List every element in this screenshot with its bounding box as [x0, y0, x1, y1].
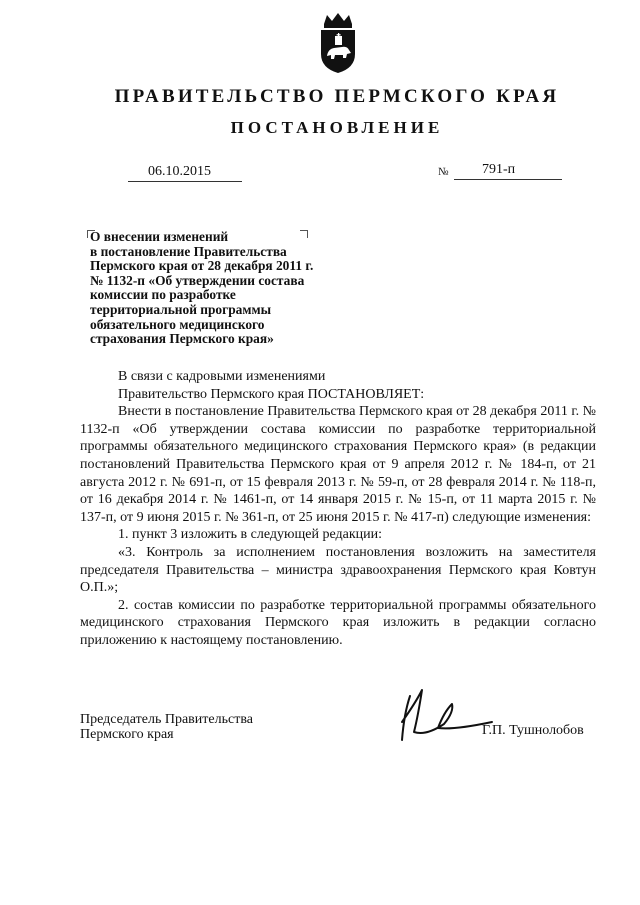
body-paragraph: «3. Контроль за исполнением постановления возложить на заместителя председателя Правительства – министра здравоохранения Пермского края Ковтун О.П.»; — [80, 544, 596, 596]
document-date: 06.10.2015 — [128, 163, 242, 182]
body-paragraph: 2. состав комиссии по разработке территориальной программы обязательного медицинского страхования Пермского края изложить в редакции согласно приложению к настоящему постановлению. — [80, 597, 596, 648]
document-type: ПОСТАНОВЛЕНИЕ — [230, 118, 444, 137]
body-paragraph: Правительство Пермского края ПОСТАНОВЛЯЕТ: — [118, 386, 425, 402]
document-subject — [90, 230, 350, 347]
subject-line: территориальной программы — [90, 301, 272, 317]
subject-line: Пермского края от 28 декабря 2011 г. — [90, 258, 314, 274]
number-label: № — [438, 166, 449, 178]
subject-line: комиссии по разработке — [90, 287, 236, 303]
body-paragraph: 1. пункт 3 изложить в следующей редакции: — [118, 527, 382, 543]
government-title: ПРАВИТЕЛЬСТВО ПЕРМСКОГО КРАЯ — [114, 86, 560, 107]
subject-line: О внесении изменений — [90, 229, 229, 244]
signatory-position — [80, 712, 253, 742]
subject-line: в постановление Правительства — [90, 243, 287, 259]
subject-line: № 1132-п «Об утверждении состава — [90, 272, 305, 288]
signatory-name: Г.П. Тушнолобов — [482, 723, 584, 738]
subject-line: страхования Пермского края» — [90, 331, 274, 347]
document-number: 791-п — [454, 161, 562, 180]
body-paragraph: В связи с кадровыми изменениями — [118, 369, 326, 384]
document-body — [80, 368, 596, 650]
signatory-position-line: Пермского края — [80, 727, 174, 742]
perm-krai-coat-of-arms-icon — [316, 12, 360, 74]
subject-line: обязательного медицинского — [90, 316, 265, 332]
signatory-position-line: Председатель Правительства — [80, 712, 253, 727]
body-paragraph: Внести в постановление Правительства Пермского края от 28 декабря 2011 г. № 1132-п «Об утверждении состава комиссии по разработке территориальной программы обязательного медицинского страхования Пермского края» (в редакции постановлений Правительства Пермского края от 9 апреля 2012 г. № 184-п, от 21 августа 2012 г. № 691-п, от 15 февраля 2013 г. № 59-п, от 28 февраля 2014 г. № 118-п, от 16 декабря 2014 г. № 1461-п, от 14 января 2015 г. № 15-п, от 11 марта 2015 г. № 137-п, от 9 июня 2015 г. № 361-п, от 25 июня 2015 г. № 417-п) следующие изменения: — [80, 404, 596, 525]
